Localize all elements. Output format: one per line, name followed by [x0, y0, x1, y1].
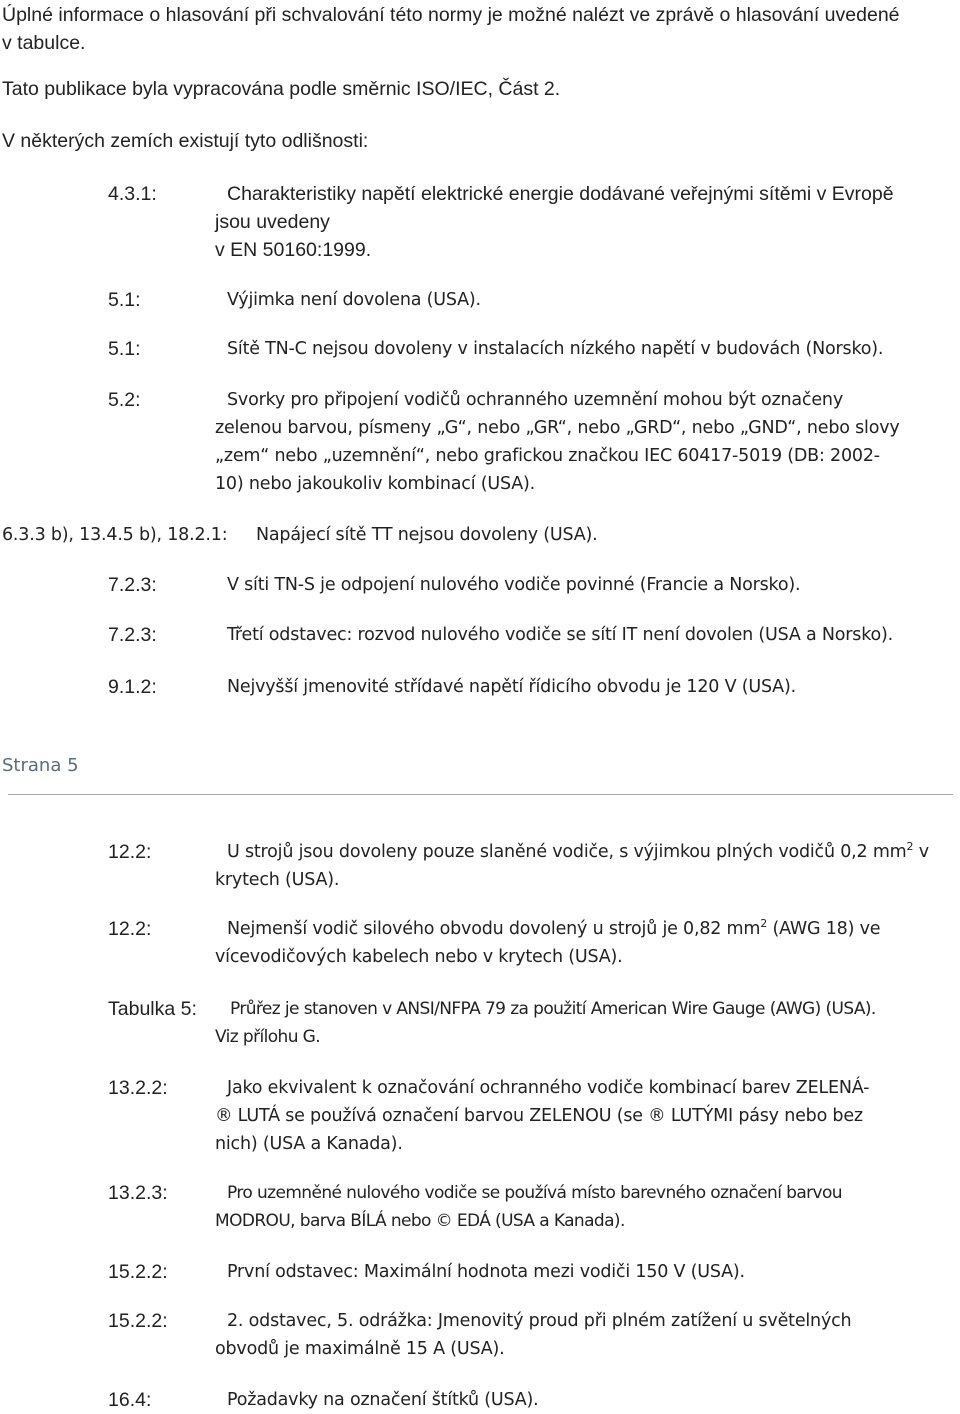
clause-text: 2. odstavec, 5. odrážka: Jmenovitý proud při plném zatížení u světelných obvodů je maximálně 15 A (USA). [215, 1311, 852, 1359]
clause-text: První odstavec: Maximální hodnota mezi vodiči 150 V (USA). [227, 1262, 745, 1282]
clause-ref: 5.1: [108, 289, 141, 311]
clause-ref: 9.1.2: [108, 676, 157, 698]
clause-text: Sítě TN-C nejsou dovoleny v instalacích nízkého napětí v budovách (Norsko). [227, 339, 884, 359]
clause-ref: Tabulka 5: [108, 998, 197, 1020]
clause-ref: 12.2: [108, 918, 152, 940]
page-number-label: Strana 5 [2, 755, 79, 776]
clause-text: Charakteristiky napětí elektrické energie dodávané veřejnými sítěmi v Evropě jsou uvedeny v EN 50160:1999. [215, 183, 894, 261]
clause-ref: 7.2.3: [108, 624, 157, 646]
clause-ref: 16.4: [108, 1389, 152, 1411]
clause-text: Napájecí sítě TT nejsou dovoleny (USA). [256, 525, 598, 545]
clause-ref: 6.3.3 b), 13.4.5 b), 18.2.1: [2, 525, 228, 545]
clause-ref: 4.3.1: [108, 183, 157, 205]
clause-ref: 15.2.2: [108, 1310, 168, 1332]
clause-text: Požadavky na označení štítků (USA). [227, 1390, 539, 1410]
clause-text: Třetí odstavec: rozvod nulového vodiče se sítí IT není dovolen (USA a Norsko). [227, 625, 894, 645]
intro-paragraph: Úplné informace o hlasování při schvalování této normy je možné nalézt ve zprávě o hlasování uvedené v tabulce. [2, 4, 900, 54]
clause-text: U strojů jsou dovoleny pouze slaněné vodiče, s výjimkou plných vodičů 0,2 $mm^2$ v krytech (USA). [215, 840, 929, 890]
clause-ref: 5.1: [108, 338, 141, 360]
clause-text: Jako ekvivalent k označování ochranného vodiče kombinací barev ZELENÁ- ® LUTÁ se používá označení barvou ZELENOU (se ® LUTÝMI pásy nebo bez nich) (USA a Kanada). [215, 1078, 870, 1154]
clause-ref: 12.2: [108, 841, 152, 863]
clause-text: Pro uzemněné nulového vodiče se používá místo barevného označení barvou MODROU, barva BÍLÁ nebo © EDÁ (USA a Kanada). [215, 1183, 842, 1231]
clause-text: Svorky pro připojení vodičů ochranného uzemnění mohou být označeny zelenou barvou, písmeny „G“, nebo „GR“, nebo „GRD“, nebo „GND“, nebo slovy „zem“ nebo „uzemnění“, nebo grafickou značkou IEC 60417-5019 (DB: 2002- 10) nebo jakoukoliv kombinací (USA). [215, 390, 900, 494]
clause-text: Výjimka není dovolena (USA). [227, 290, 481, 310]
clause-text: Průřez je stanoven v ANSI/NFPA 79 za použití American Wire Gauge (AWG) (USA). Viz přílohu G. [215, 999, 876, 1047]
page-divider [8, 794, 953, 795]
clause-ref: 13.2.3: [108, 1182, 168, 1204]
intro-publication-note: Tato publikace byla vypracována podle směrnic ISO/IEC, Část 2. [2, 78, 561, 100]
clause-text: V síti TN-S je odpojení nulového vodiče povinné (Francie a Norsko). [227, 575, 801, 595]
clause-ref: 7.2.3: [108, 574, 157, 596]
intro-differences-heading: V některých zemích existují tyto odlišnosti: [2, 130, 369, 152]
clause-text: Nejvyšší jmenovité střídavé napětí řídicího obvodu je 120 V (USA). [227, 677, 796, 697]
clause-ref: 5.2: [108, 389, 141, 411]
clause-ref: 13.2.2: [108, 1077, 168, 1099]
clause-text: Nejmenší vodič silového obvodu dovolený u strojů je 0,82 $mm^2$ (AWG 18) ve vícevodičových kabelech nebo v krytech (USA). [215, 917, 881, 967]
clause-ref: 15.2.2: [108, 1261, 168, 1283]
